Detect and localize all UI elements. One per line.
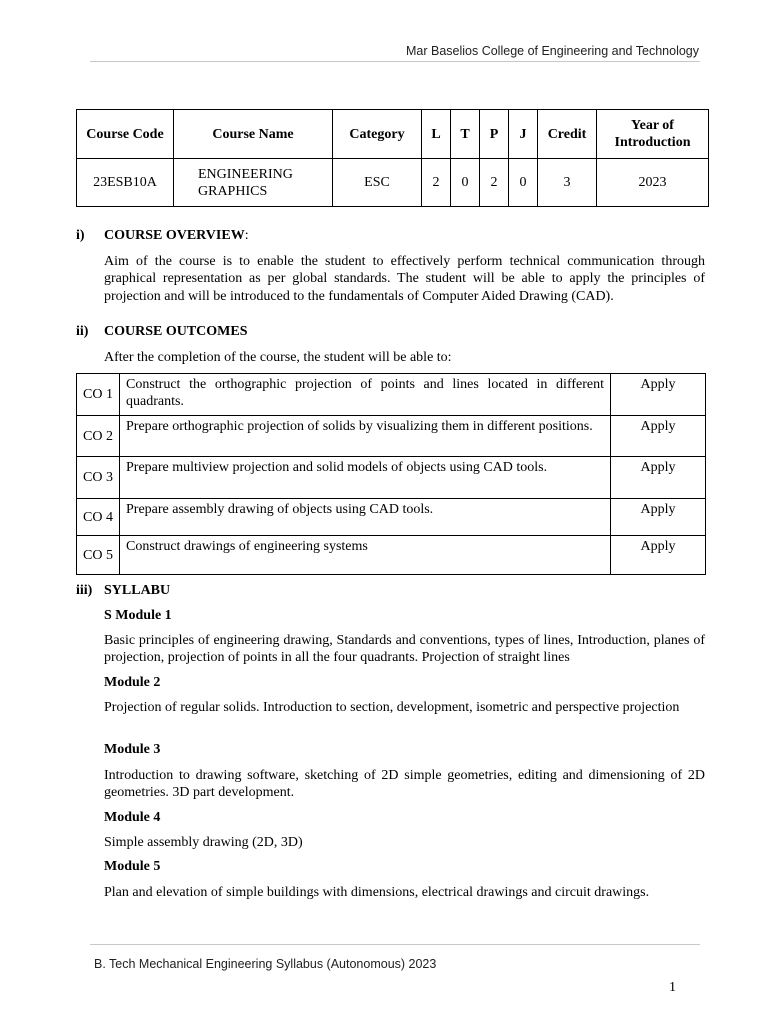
course-outcomes-table	[76, 373, 706, 575]
module-4-title: Module 4	[104, 810, 161, 825]
header-l: L	[422, 110, 451, 159]
header-divider	[90, 61, 700, 62]
footer-divider	[90, 944, 700, 945]
section-number: iii)	[76, 583, 93, 598]
co-level: Apply	[611, 416, 706, 457]
table-row	[77, 374, 706, 416]
module-4-text: Simple assembly drawing (2D, 3D)	[104, 835, 303, 850]
section-overview-heading	[76, 228, 249, 244]
module-1-text: Basic principles of engineering drawing, Standards and conventions, types of lines, Introduction, planes of projection, projection of points in all the four quadrants. Projection of straight lines	[104, 633, 705, 666]
module-2-title: Module 2	[104, 675, 161, 690]
co-level: Apply	[611, 536, 706, 575]
section-outcomes-heading	[76, 324, 248, 340]
table-row	[77, 499, 706, 536]
header-category: Category	[333, 110, 422, 159]
co-level: Apply	[611, 374, 706, 416]
co-description: Construct drawings of engineering systems	[120, 536, 611, 575]
co-id: CO 5	[77, 536, 120, 575]
section-title: COURSE OVERVIEW	[104, 228, 245, 243]
page-header: Mar Baselios College of Engineering and Technology	[405, 44, 699, 58]
co-description: Prepare multiview projection and solid models of objects using CAD tools.	[120, 457, 611, 499]
header-t: T	[451, 110, 480, 159]
module-1-title: S Module 1	[104, 608, 172, 623]
section-title: COURSE OUTCOMES	[104, 324, 248, 339]
cell-category: ESC	[333, 159, 422, 207]
header-course-code: Course Code	[77, 110, 174, 159]
header-year: Year of Introduction	[597, 110, 709, 159]
co-id: CO 2	[77, 416, 120, 457]
table-row	[77, 457, 706, 499]
cell-course-code: 23ESB10A	[77, 159, 174, 207]
section-number: ii)	[76, 324, 89, 339]
table-row	[77, 416, 706, 457]
module-5-text: Plan and elevation of simple buildings with dimensions, electrical drawings and circuit drawings.	[104, 885, 650, 900]
section-title: SYLLABU	[104, 583, 171, 598]
outcomes-intro: After the completion of the course, the student will be able to:	[104, 350, 452, 365]
co-level: Apply	[611, 457, 706, 499]
cell-credit: 3	[538, 159, 597, 207]
course-table-header-row	[77, 110, 709, 159]
header-p: P	[480, 110, 509, 159]
co-id: CO 3	[77, 457, 120, 499]
cell-course-name: ENGINEERING GRAPHICS	[174, 159, 333, 207]
page-number: 1	[669, 980, 676, 995]
table-row	[77, 536, 706, 575]
module-3-title: Module 3	[104, 742, 161, 757]
course-table-row	[77, 159, 709, 207]
header-credit: Credit	[538, 110, 597, 159]
cell-l: 2	[422, 159, 451, 207]
section-colon: :	[244, 228, 249, 243]
header-j: J	[509, 110, 538, 159]
course-info-table	[76, 109, 709, 207]
co-description: Prepare assembly drawing of objects using CAD tools.	[120, 499, 611, 536]
section-syllabus-heading	[76, 583, 170, 599]
cell-year: 2023	[597, 159, 709, 207]
module-2-text: Projection of regular solids. Introduction to section, development, isometric and perspective projection	[104, 700, 680, 715]
co-description: Prepare orthographic projection of solids by visualizing them in different positions.	[120, 416, 611, 457]
cell-j: 0	[509, 159, 538, 207]
overview-text: Aim of the course is to enable the student to effectively perform technical communication through graphical representation as per global standards. The student will be able to apply the principles of projection and will be introduced to the fundamentals of Computer Aided Drawing (CAD).	[104, 254, 705, 304]
header-course-name: Course Name	[174, 110, 333, 159]
page-footer: B. Tech Mechanical Engineering Syllabus (Autonomous) 2023	[94, 957, 437, 971]
co-description: Construct the orthographic projection of points and lines located in different quadrants.	[120, 374, 611, 416]
cell-t: 0	[451, 159, 480, 207]
co-id: CO 1	[77, 374, 120, 416]
co-level: Apply	[611, 499, 706, 536]
co-id: CO 4	[77, 499, 120, 536]
module-3-text: Introduction to drawing software, sketching of 2D simple geometries, editing and dimensioning of 2D geometries. 3D part development.	[104, 768, 705, 801]
module-5-title: Module 5	[104, 859, 161, 874]
section-number: i)	[76, 228, 85, 243]
cell-p: 2	[480, 159, 509, 207]
